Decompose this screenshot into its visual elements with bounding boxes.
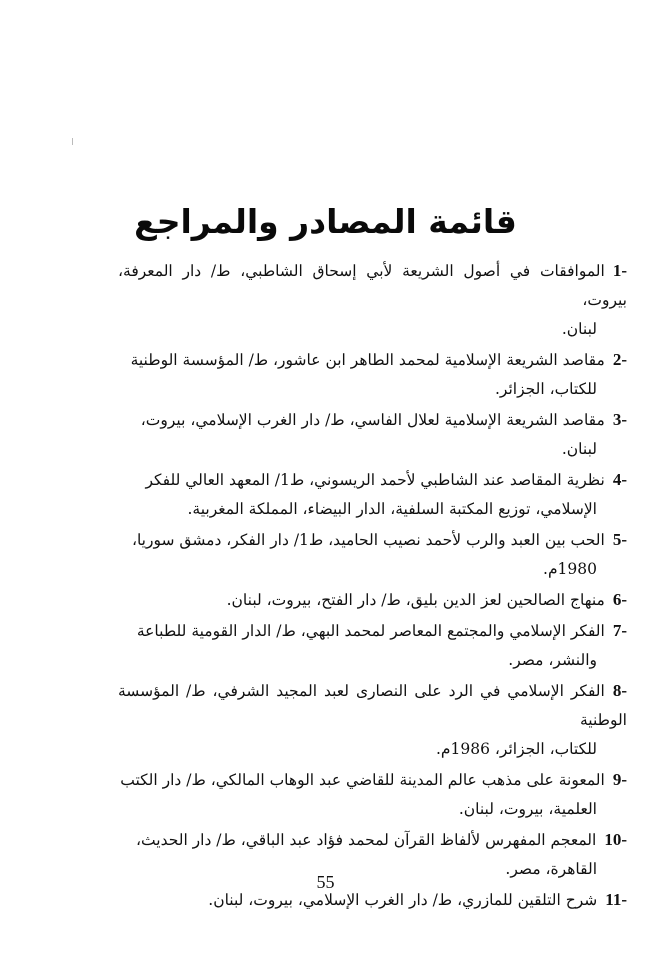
reference-number: 8- (612, 681, 627, 700)
reference-number: 11- (605, 890, 627, 909)
reference-number: 9- (612, 770, 627, 789)
reference-number: 5- (612, 530, 627, 549)
reference-text: الحب بين العبد والرب لأحمد نصيب الحاميد، ط1/ دار الفكر، دمشق سوريا، (131, 531, 605, 549)
page-title: قائمة المصادر والمراجع (134, 202, 517, 242)
reference-item-5 (118, 525, 627, 584)
reference-continuation: الإسلامي، توزيع المكتبة السلفية، الدار البيضاء، المملكة المغربية. (187, 500, 597, 518)
reference-text: المعونة على مذهب عالم المدينة للقاضي عبد الوهاب المالكي، ط/ دار الكتب (120, 771, 605, 789)
reference-number: 2- (612, 350, 627, 369)
reference-item-8 (118, 676, 627, 764)
reference-continuation: والنشر، مصر. (508, 651, 597, 669)
reference-text: مقاصد الشريعة الإسلامية لمحمد الطاهر ابن عاشور، ط/ المؤسسة الوطنية (130, 351, 605, 369)
reference-item-1 (118, 256, 627, 344)
reference-number: 7- (612, 621, 627, 640)
reference-number: 1- (612, 261, 627, 280)
reference-number: 3- (612, 410, 627, 429)
reference-item-9 (118, 765, 627, 824)
reference-continuation: للكتاب، الجزائر، 1986م. (435, 740, 597, 758)
reference-number: 6- (612, 590, 627, 609)
reference-item-3 (118, 405, 627, 464)
references-list (118, 256, 627, 916)
reference-number: 10- (604, 830, 627, 849)
reference-item-7 (118, 616, 627, 675)
reference-item-4 (118, 465, 627, 524)
reference-item-2 (118, 345, 627, 404)
margin-mark (72, 138, 73, 145)
reference-text: مقاصد الشريعة الإسلامية لعلال الفاسي، ط/ دار الغرب الإسلامي، بيروت، (140, 411, 605, 429)
reference-text: المعجم المفهرس لألفاظ القرآن لمحمد فؤاد عبد الباقي، ط/ دار الحديث، (136, 831, 597, 849)
page-number: 55 (316, 872, 335, 892)
reference-text: منهاج الصالحين لعز الدين بليق، ط/ دار الفتح، بيروت، لبنان. (226, 591, 605, 609)
reference-text: الفكر الإسلامي في الرد على النصارى لعبد المجيد الشرفي، ط/ المؤسسة الوطنية (118, 682, 627, 729)
reference-continuation: للكتاب، الجزائر. (494, 380, 597, 398)
reference-text: الفكر الإسلامي والمجتمع المعاصر لمحمد البهي، ط/ الدار القومية للطباعة (136, 622, 605, 640)
reference-continuation: 1980م. (543, 560, 597, 578)
reference-continuation: لبنان. (561, 320, 597, 338)
reference-continuation: القاهرة، مصر. (505, 860, 597, 878)
reference-continuation: العلمية، بيروت، لبنان. (458, 800, 597, 818)
reference-text: الموافقات في أصول الشريعة لأبي إسحاق الشاطبي، ط/ دار المعرفة، بيروت، (118, 262, 627, 309)
reference-text: شرح التلقين للمازري، ط/ دار الغرب الإسلامي، بيروت، لبنان. (208, 891, 598, 909)
reference-continuation: لبنان. (561, 440, 597, 458)
reference-text: نظرية المقاصد عند الشاطبي لأحمد الريسوني، ط1/ المعهد العالي للفكر (145, 471, 605, 489)
reference-item-6 (118, 585, 627, 615)
reference-number: 4- (612, 470, 627, 489)
